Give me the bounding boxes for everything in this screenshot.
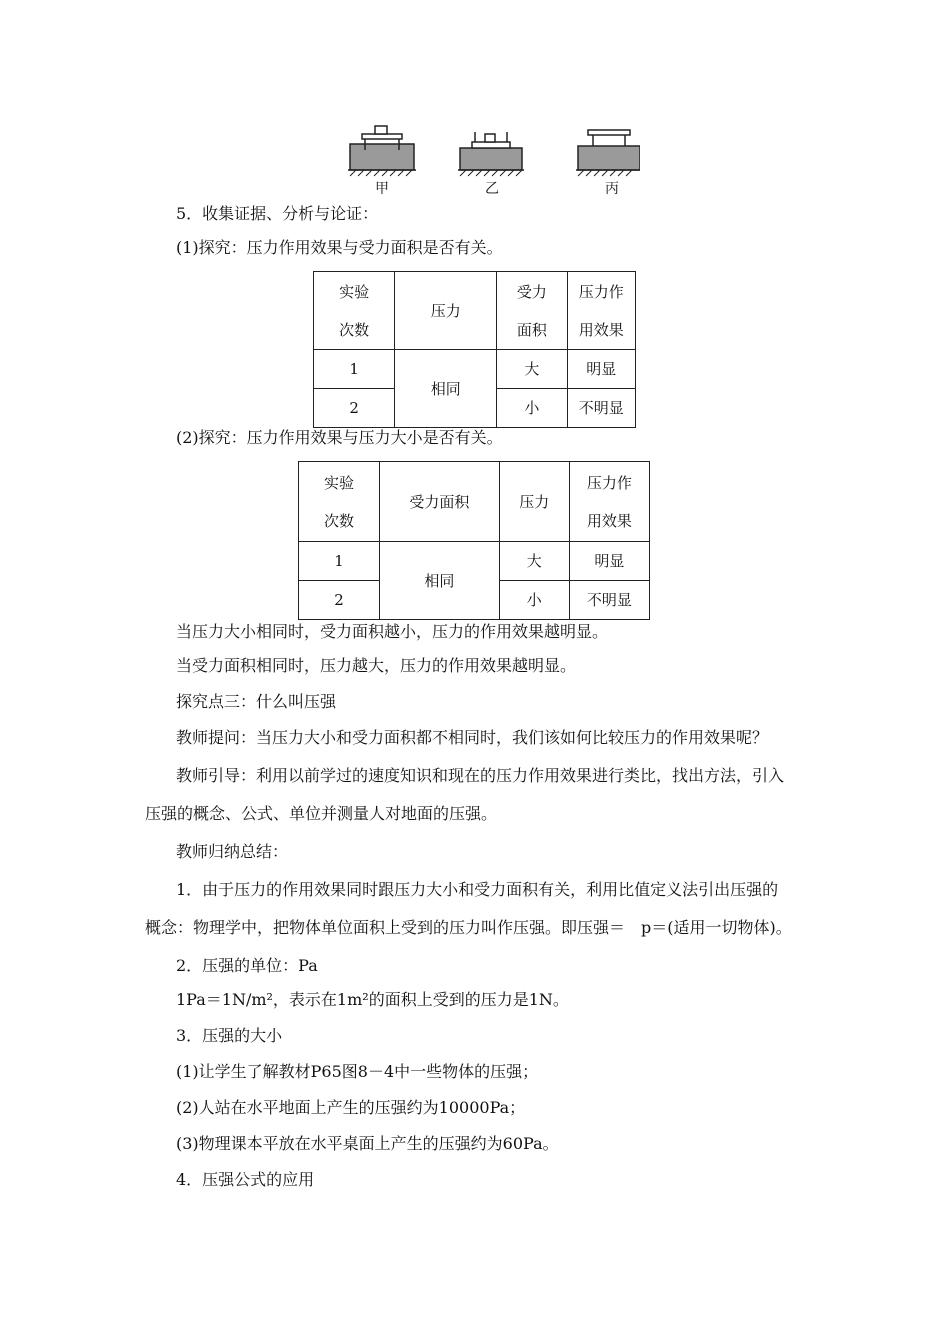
teacher-guide-line-2: 压强的概念、公式、单位并测量人对地面的压强。 xyxy=(145,804,498,823)
teacher-question: 教师提问：当压力大小和受力面积都不相同时，我们该如何比较压力的作用效果呢？ xyxy=(176,728,769,747)
summary-2-definition: 1Pa＝1N/m²，表示在1m²的面积上受到的压力是1N。 xyxy=(176,990,569,1009)
summary-1-line-2: 概念：物理学中，把物体单位面积上受到的压力叫作压强。即压强＝ p＝(适用一切物体)。 xyxy=(145,918,792,937)
section-heading-3: 探究点三：什么叫压强 xyxy=(176,692,337,711)
conclusion-2: 当受力面积相同时，压力越大，压力的作用效果越明显。 xyxy=(176,656,577,675)
header-area: 受力面积 xyxy=(380,462,500,542)
figure-label-jia: 甲 xyxy=(375,181,389,197)
summary-3-item-2: (2)人站在水平地面上产生的压强约为10000Pa； xyxy=(176,1098,526,1117)
table-force-vs-effect xyxy=(298,461,650,620)
summary-1-line-1: 1．由于压力的作用效果同时跟压力大小和受力面积有关，利用比值定义法引出压强的 xyxy=(176,880,779,899)
table-cell: 1 xyxy=(314,350,395,389)
table-cell: 1 xyxy=(299,542,380,581)
table-cell: 不明显 xyxy=(569,581,649,620)
table-cell: 小 xyxy=(497,389,567,428)
header-trial-count: 实验 次数 xyxy=(314,272,395,350)
summary-4-heading: 4．压强公式的应用 xyxy=(176,1170,315,1189)
figure-label-yi: 乙 xyxy=(485,181,499,197)
table-cell-merged: 相同 xyxy=(380,542,500,620)
table-cell: 明显 xyxy=(567,350,635,389)
table-cell: 小 xyxy=(499,581,569,620)
table-area-vs-effect xyxy=(313,271,636,428)
teacher-summary-heading: 教师归纳总结： xyxy=(176,842,289,861)
sponge-experiment-illustration xyxy=(340,120,640,180)
summary-3-item-1: (1)让学生了解教材P65图8－4中一些物体的压强； xyxy=(176,1062,539,1081)
summary-2-unit: 2．压强的单位：Pa xyxy=(176,956,318,975)
figure-label-bing: 丙 xyxy=(605,181,619,197)
table-cell: 大 xyxy=(497,350,567,389)
table-cell: 明显 xyxy=(569,542,649,581)
header-trial-count: 实验 次数 xyxy=(299,462,380,542)
setup-bing xyxy=(576,130,640,176)
table-cell-merged: 相同 xyxy=(395,350,497,428)
setup-jia xyxy=(348,126,416,176)
experiment-figure xyxy=(340,120,640,198)
teacher-guide-line-1: 教师引导：利用以前学过的速度知识和现在的压力作用效果进行类比，找出方法，引入 xyxy=(176,766,785,785)
table-cell: 2 xyxy=(314,389,395,428)
header-effect: 压力作 用效果 xyxy=(567,272,635,350)
summary-3-item-3: (3)物理课本平放在水平桌面上产生的压强约为60Pa。 xyxy=(176,1134,559,1153)
section-heading-5: 5．收集证据、分析与论证： xyxy=(176,204,379,223)
table-cell: 大 xyxy=(499,542,569,581)
table-cell: 不明显 xyxy=(567,389,635,428)
setup-yi xyxy=(458,132,524,176)
table-cell: 2 xyxy=(299,581,380,620)
header-effect: 压力作 用效果 xyxy=(569,462,649,542)
conclusion-1: 当压力大小相同时，受力面积越小，压力的作用效果越明显。 xyxy=(176,622,609,641)
inquiry-2-text: (2)探究：压力作用效果与压力大小是否有关。 xyxy=(176,428,503,447)
header-area: 受力 面积 xyxy=(497,272,567,350)
header-force: 压力 xyxy=(499,462,569,542)
summary-3-heading: 3．压强的大小 xyxy=(176,1026,283,1045)
header-force: 压力 xyxy=(395,272,497,350)
inquiry-1-text: (1)探究：压力作用效果与受力面积是否有关。 xyxy=(176,238,503,257)
